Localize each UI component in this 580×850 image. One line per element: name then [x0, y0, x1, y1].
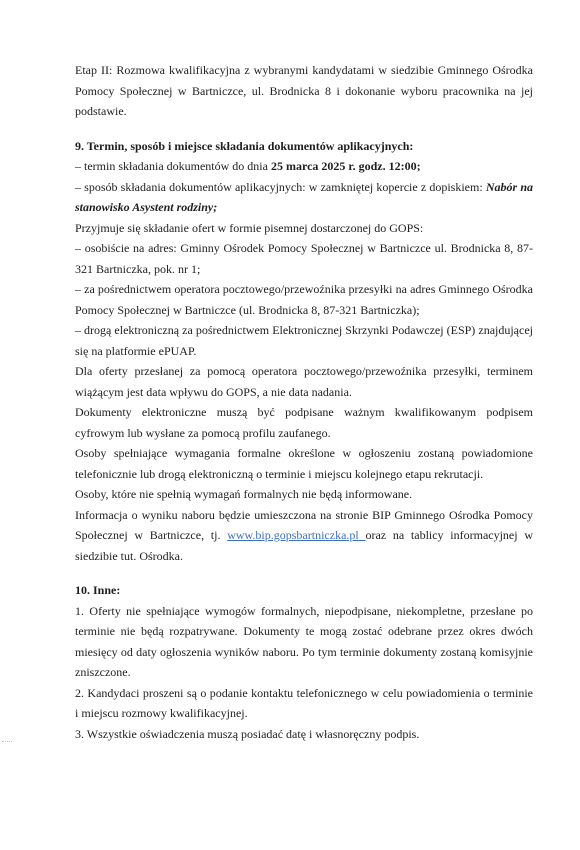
not-meeting-paragraph: Osoby, które nie spełnią wymagań formalnych nie będą informowane.	[75, 487, 413, 501]
info-paragraph	[75, 505, 533, 567]
section9-heading: 9. Termin, sposób i miejsce składania dokumentów aplikacyjnych:	[75, 138, 414, 153]
spacer	[75, 122, 533, 136]
scan-margin-mark	[2, 741, 12, 743]
other-item-3: 3. Wszystkie oświadczenia muszą posiadać datę i własnoręczny podpis.	[75, 726, 420, 741]
option-electronic: – drogą elektroniczną za pośrednictwem Elektronicznej Skrzynki Podawczej (ESP) znajdującej się na platformie ePUAP.	[75, 323, 533, 358]
stage2-paragraph: Etap II: Rozmowa kwalifikacyjna z wybranymi kandydatami w siedzibie Gminnego Ośrodka Pomocy Społecznej w Bartniczce, ul. Brodnicka 8 i dokonanie wyboru pracownika na jej podstawie.	[75, 63, 533, 118]
deadline-line	[75, 156, 533, 177]
section10-heading: 10. Inne:	[75, 583, 121, 597]
option-in-person: – osobiście na adres: Gminny Ośrodek Pomocy Społecznej w Bartniczce ul. Brodnicka 8, 87-321 Bartniczka, pok. nr 1;	[75, 241, 533, 276]
document-page	[75, 60, 533, 744]
other-item-1: 1. Oferty nie spełniające wymogów formalnych, niepodpisane, niekompletne, przesłane po terminie nie będą rozpatrywane. Dokumenty te mogą zostać odebrane przez okres dwóch miesięcy od daty ogłoszenia wyników naboru. Po tym terminie dokumenty zostaną komisyjnie zniszczone.	[75, 603, 533, 679]
bip-link[interactable]: www.bip.gopsbartniczka.pl	[227, 528, 366, 542]
notify-paragraph: Osoby spełniające wymagania formalne określone w ogłoszeniu zostaną powiadomione telefonicznie lub drogą elektroniczną o terminie i miejscu kolejnego etapu rekrutacji.	[75, 446, 533, 481]
method-annotation: Nabór na stanowisko Asystent rodziny;	[75, 179, 533, 214]
method-prefix: – sposób składania dokumentów aplikacyjnych: w zamkniętej kopercie z dopiskiem:	[75, 179, 486, 194]
info-prefix: Informacja o wyniku naboru będzie umieszczona na stronie BIP Gminnego Ośrodka Pomocy Społecznej w Bartniczce, tj.	[75, 507, 533, 542]
deadline-prefix: – termin składania dokumentów do dnia	[75, 159, 271, 173]
deadline-date: 25 marca 2025 r. godz. 12:00;	[270, 159, 421, 173]
other-item-2: 2. Kandydaci proszeni są o podanie kontaktu telefonicznego w celu powiadomienia o terminie i miejscu rozmowy kwalifikacyjnej.	[75, 685, 533, 720]
option-post: – za pośrednictwem operatora pocztowego/przewoźnika przesyłki na adres Gminnego Ośrodka Pomocy Społecznej w Bartniczce (ul. Brodnicka 8, 87-321 Bartniczka);	[75, 282, 533, 317]
edocs-paragraph: Dokumenty elektroniczne muszą być podpisane ważnym kwalifikowanym podpisem cyfrowym lub wysłane za pomocą profilu zaufanego.	[75, 405, 533, 440]
accept-line: Przyjmuje się składanie ofert w formie pisemnej dostarczonej do GOPS:	[75, 220, 424, 235]
method-line	[75, 177, 533, 218]
post-paragraph: Dla oferty przesłanej za pomocą operatora pocztowego/przewoźnika przesyłki, terminem wiążącym jest data wpływu do GOPS, a nie data nadania.	[75, 364, 533, 399]
spacer	[75, 566, 533, 580]
info-suffix: oraz na tablicy informacyjnej w siedzibie tut. Ośrodka.	[75, 528, 533, 563]
